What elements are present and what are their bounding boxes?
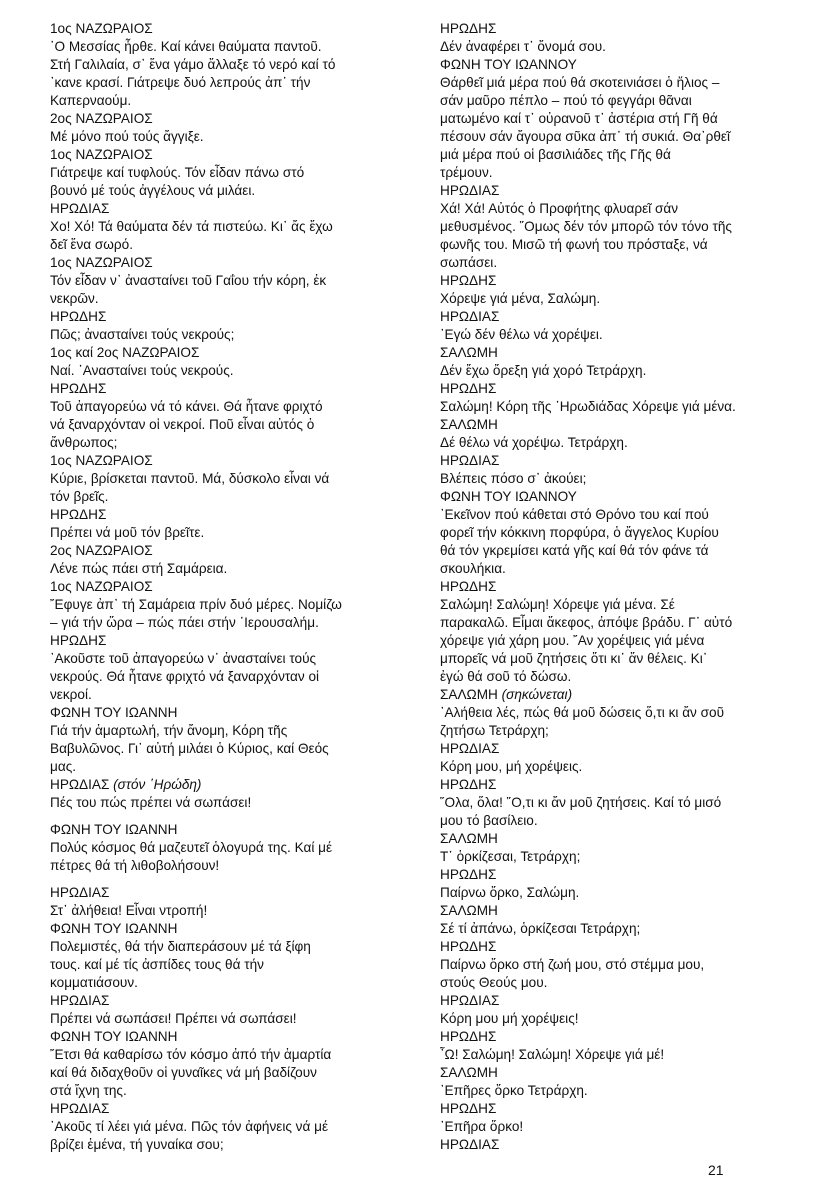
dialogue-line: νά ξαναρχόνταν οἱ νεκροί. Ποῦ εἶναι αὐτός ὁ bbox=[50, 417, 315, 432]
dialogue-line: Πρέπει νά σωπάσει! Πρέπει νά σωπάσει! bbox=[50, 1011, 297, 1026]
speaker-name bbox=[50, 542, 410, 560]
dialogue-block bbox=[440, 344, 800, 380]
dialogue-line: βουνό μέ τούς ἀγγέλους νά μιλάει. bbox=[50, 183, 256, 198]
speaker-label: 1ος ΝΑΖΩΡΑΙΟΣ bbox=[50, 453, 153, 468]
dialogue-line: κομματιάσουν. bbox=[50, 975, 138, 990]
speaker-name bbox=[440, 578, 800, 596]
dialogue-block bbox=[440, 866, 800, 902]
dialogue-line: Καπερναούμ. bbox=[50, 93, 132, 108]
dialogue-line: σωπάσει. bbox=[440, 255, 498, 270]
dialogue-line: ματωμένο καί τ᾽ οὐρανοῦ τ᾽ ἀστέρια στή Γῆ θά bbox=[440, 111, 718, 126]
dialogue-line: Λένε πώς πάει στή Σαμάρεια. bbox=[50, 561, 228, 576]
speaker-name bbox=[50, 200, 410, 218]
speaker-label: ΗΡΩΔΗΣ bbox=[50, 381, 107, 396]
dialogue-line: φορεῖ τήν κόκκινη πορφύρα, ὁ ἄγγελος Κυρίου bbox=[440, 525, 719, 540]
dialogue-line: Σαλώμη! Κόρη τῆς ᾽Ηρωδιάδας Χόρεψε γιά μένα. bbox=[440, 399, 736, 414]
dialogue-block bbox=[440, 992, 800, 1028]
dialogue-block bbox=[440, 182, 800, 272]
dialogue-line: μας. bbox=[50, 759, 77, 774]
speaker-label: ΗΡΩΔΙΑΣ bbox=[440, 993, 500, 1008]
dialogue-line: στούς Θεούς μου. bbox=[440, 975, 548, 990]
dialogue-block bbox=[440, 1064, 800, 1100]
speaker-name bbox=[440, 1100, 800, 1118]
speaker-name bbox=[50, 578, 410, 596]
speaker-label: ΦΩΝΗ ΤΟΥ ΙΩΑΝΝΗ bbox=[50, 1029, 178, 1044]
speaker-label: ΗΡΩΔΙΑΣ bbox=[50, 777, 110, 792]
speaker-name bbox=[440, 830, 800, 848]
dialogue-line: μεθυσμένος. ῞Ομως δέν τόν μπορῶ τόν τόνο τῆς bbox=[440, 219, 732, 234]
dialogue-block bbox=[50, 578, 410, 632]
speaker-label: ΣΑΛΩΜΗ bbox=[440, 831, 498, 846]
dialogue-line: καί θά διδαχθοῦν οἱ γυναῖκες νά μή βαδίζουν bbox=[50, 1065, 317, 1080]
speaker-label: ΦΩΝΗ ΤΟΥ ΙΩΑΝΝΟΥ bbox=[440, 57, 577, 72]
dialogue-block bbox=[50, 308, 410, 344]
dialogue-block bbox=[440, 776, 800, 830]
speaker-name bbox=[50, 992, 410, 1010]
speaker-label: 1ος ΝΑΖΩΡΑΙΟΣ bbox=[50, 147, 153, 162]
right-column bbox=[440, 20, 800, 1154]
dialogue-line: Κόρη μου μή χορέψεις! bbox=[440, 1011, 579, 1026]
dialogue-block bbox=[440, 902, 800, 938]
speaker-label: ΗΡΩΔΗΣ bbox=[440, 777, 497, 792]
dialogue-block bbox=[50, 20, 410, 110]
dialogue-block bbox=[50, 200, 410, 254]
dialogue-line: Πές του πώς πρέπει νά σωπάσει! bbox=[50, 795, 252, 810]
speaker-name bbox=[50, 821, 410, 839]
dialogue-line: ᾽Ακοῦς τί λέει γιά μένα. Πῶς τόν ἀφήνεις νά μέ bbox=[50, 1119, 329, 1134]
dialogue-line: Μέ μόνο πού τούς ἄγγιξε. bbox=[50, 129, 204, 144]
speaker-name bbox=[50, 632, 410, 650]
dialogue-block bbox=[440, 578, 800, 686]
dialogue-line: Κύριε, βρίσκεται παντοῦ. Μά, δύσκολο εἶναι νά bbox=[50, 471, 330, 486]
speaker-name bbox=[50, 380, 410, 398]
dialogue-line: ῾Ο Μεσσίας ἦρθε. Καί κάνει θαύματα παντοῦ. bbox=[50, 39, 322, 54]
speaker-name bbox=[50, 920, 410, 938]
dialogue-line: ῎Ετσι θά καθαρίσω τόν κόσμο ἀπό τήν ἁμαρτία bbox=[50, 1047, 332, 1062]
dialogue-line: Σέ τί ἀπάνω, ὁρκίζεσαι Τετράρχη; bbox=[440, 921, 641, 936]
speaker-label: 1ος ΝΑΖΩΡΑΙΟΣ bbox=[50, 21, 153, 36]
dialogue-line: Χόρεψε γιά μένα, Σαλώμη. bbox=[440, 291, 601, 306]
dialogue-line: Τόν εἶδαν ν᾽ ἀνασταίνει τοῦ Γαΐου τήν κόρη, ἐκ bbox=[50, 273, 327, 288]
dialogue-line: ῎Εφυγε ἀπ᾽ τή Σαμάρεια πρίν δυό μέρες. Νομίζω bbox=[50, 597, 342, 612]
speaker-label: ΗΡΩΔΗΣ bbox=[440, 381, 497, 396]
dialogue-line: τους. καί μέ τίς ἀσπίδες τους θά τήν bbox=[50, 957, 264, 972]
dialogue-line: νεκρούς. Θά ἦτανε φριχτό νά ξαναρχόνταν οἱ bbox=[50, 669, 320, 684]
dialogue-line: ῏Ω! Σαλώμη! Σαλώμη! Χόρεψε γιά μέ! bbox=[440, 1047, 665, 1062]
speaker-label: ΦΩΝΗ ΤΟΥ ΙΩΑΝΝΗ bbox=[50, 705, 178, 720]
speaker-name bbox=[440, 776, 800, 794]
dialogue-line: ᾽κανε κρασί. Γιάτρεψε δυό λεπρούς ἀπ᾽ τήν bbox=[50, 75, 311, 90]
speaker-name bbox=[50, 308, 410, 326]
dialogue-block bbox=[50, 632, 410, 704]
dialogue-line: Πολύς κόσμος θά μαζευτεῖ ὁλογυρά της. Καί μέ bbox=[50, 840, 333, 855]
speaker-name bbox=[440, 1136, 800, 1154]
dialogue-block bbox=[50, 110, 410, 146]
dialogue-line: ᾽Εγώ δέν θέλω νά χορέψει. bbox=[440, 327, 603, 342]
dialogue-block bbox=[50, 821, 410, 875]
dialogue-line: ᾽Επῆρες ὅρκο Τετράρχη. bbox=[440, 1083, 588, 1098]
dialogue-line: φωνῆς του. Μισῶ τή φωνή του πρόσταξε, νά bbox=[440, 237, 708, 252]
dialogue-block bbox=[50, 380, 410, 452]
speaker-name bbox=[50, 452, 410, 470]
dialogue-line: Τοῦ ἀπαγορεύω νά τό κάνει. Θά ἦτανε φριχτό bbox=[50, 399, 323, 414]
dialogue-block bbox=[440, 1100, 800, 1136]
speaker-label: ΦΩΝΗ ΤΟΥ ΙΩΑΝΝΗ bbox=[50, 921, 178, 936]
speaker-label: ΗΡΩΔΗΣ bbox=[440, 939, 497, 954]
speaker-name bbox=[50, 506, 410, 524]
left-column bbox=[50, 20, 410, 1154]
speaker-label: 1ος ΝΑΖΩΡΑΙΟΣ bbox=[50, 579, 153, 594]
dialogue-block bbox=[440, 272, 800, 308]
dialogue-line: Στή Γαλιλαία, σ᾽ ἕνα γάμο ἄλλαξε τό νερό καί τό bbox=[50, 57, 336, 72]
dialogue-block bbox=[50, 452, 410, 506]
speaker-label: ΗΡΩΔΗΣ bbox=[440, 579, 497, 594]
dialogue-line: Στ᾽ ἀλήθεια! Εἶναι ντροπή! bbox=[50, 903, 208, 918]
dialogue-block bbox=[440, 308, 800, 344]
dialogue-block bbox=[440, 488, 800, 578]
speaker-name bbox=[440, 866, 800, 884]
speaker-label: ΣΑΛΩΜΗ bbox=[440, 903, 498, 918]
dialogue-line: Σαλώμη! Σαλώμη! Χόρεψε γιά μένα. Σέ bbox=[440, 597, 675, 612]
dialogue-block bbox=[50, 776, 410, 812]
speaker-label: ΗΡΩΔΙΑΣ bbox=[50, 1101, 110, 1116]
page-number: 21 bbox=[708, 1162, 724, 1178]
dialogue-line: Παίρνω ὅρκο, Σαλώμη. bbox=[440, 885, 580, 900]
dialogue-line: παρακαλῶ. Εἶμαι ἄκεφος, ἀπόψε βράδυ. Γ᾽ αὐτό bbox=[440, 615, 733, 630]
dialogue-line: ἐγώ θά σοῦ τό δώσω. bbox=[440, 669, 572, 684]
speaker-name bbox=[50, 20, 410, 38]
stage-direction: (σηκώνεται) bbox=[501, 687, 573, 702]
speaker-label: 1ος καί 2ος ΝΑΖΩΡΑΙΟΣ bbox=[50, 345, 200, 360]
speaker-label: ΦΩΝΗ ΤΟΥ ΙΩΑΝΝΟΥ bbox=[440, 489, 577, 504]
speaker-name bbox=[440, 1028, 800, 1046]
dialogue-line: ζητήσω Τετράρχη; bbox=[440, 723, 549, 738]
speaker-name bbox=[440, 1064, 800, 1082]
dialogue-block bbox=[440, 1028, 800, 1064]
speaker-name bbox=[50, 254, 410, 272]
speaker-label: ΗΡΩΔΗΣ bbox=[50, 633, 107, 648]
speaker-name bbox=[440, 488, 800, 506]
dialogue-line: πέσουν σάν ἄγουρα σῦκα ἀπ᾽ τή συκιά. Θα᾽ρθεῖ bbox=[440, 129, 730, 144]
speaker-label: ΗΡΩΔΙΑΣ bbox=[50, 201, 110, 216]
dialogue-line: Πολεμιστές, θά τήν διαπεράσουν μέ τά ξίφη bbox=[50, 939, 311, 954]
speaker-name bbox=[50, 1028, 410, 1046]
speaker-label: ΗΡΩΔΗΣ bbox=[440, 1029, 497, 1044]
dialogue-line: Δέν ἔχω ὄρεξη γιά χορό Τετράρχη. bbox=[440, 363, 647, 378]
speaker-name bbox=[50, 884, 410, 902]
dialogue-line: σάν μαῦρο πέπλο – πού τό φεγγάρι θᾶναι bbox=[440, 93, 692, 108]
speaker-label: ΗΡΩΔΗΣ bbox=[440, 1101, 497, 1116]
speaker-name bbox=[50, 1100, 410, 1118]
dialogue-line: Γιάτρεψε καί τυφλούς. Τόν εἶδαν πάνω στό bbox=[50, 165, 305, 180]
dialogue-line: Βαβυλῶνος. Γι᾽ αὐτή μιλάει ὁ Κύριος, καί Θεός bbox=[50, 741, 329, 756]
dialogue-block bbox=[440, 740, 800, 776]
dialogue-line: ᾽Ακοῦστε τοῦ ἀπαγορεύω ν᾽ ἀνασταίνει τούς bbox=[50, 651, 317, 666]
dialogue-block bbox=[50, 344, 410, 380]
speaker-name bbox=[50, 344, 410, 362]
dialogue-line: μιά μέρα πού οἱ βασιλιάδες τῆς Γῆς θά bbox=[440, 147, 671, 162]
dialogue-block bbox=[440, 20, 800, 56]
speaker-name bbox=[440, 20, 800, 38]
dialogue-block bbox=[50, 1028, 410, 1100]
dialogue-block bbox=[50, 506, 410, 542]
dialogue-block bbox=[50, 1100, 410, 1154]
dialogue-line: ᾽Εκεῖνον πού κάθεται στό Θρόνο του καί πού bbox=[440, 507, 709, 522]
dialogue-block bbox=[440, 938, 800, 992]
speaker-name bbox=[440, 182, 800, 200]
speaker-name bbox=[440, 308, 800, 326]
dialogue-block bbox=[440, 416, 800, 452]
stage-direction: (στόν ῾Ηρώδη) bbox=[113, 777, 202, 792]
speaker-name bbox=[440, 686, 800, 704]
dialogue-line: ᾽Επῆρα ὅρκο! bbox=[440, 1119, 524, 1134]
dialogue-block bbox=[50, 992, 410, 1028]
speaker-label: ΗΡΩΔΙΑΣ bbox=[440, 453, 500, 468]
speaker-name bbox=[440, 416, 800, 434]
speaker-label: ΣΑΛΩΜΗ bbox=[440, 687, 498, 702]
dialogue-line: τρέμουν. bbox=[440, 165, 493, 180]
dialogue-line: βρίζει ἐμένα, τή γυναίκα σου; bbox=[50, 1137, 224, 1152]
speaker-label: ΣΑΛΩΜΗ bbox=[440, 345, 498, 360]
speaker-label: ΣΑΛΩΜΗ bbox=[440, 417, 498, 432]
dialogue-line: Γιά τήν ἁμαρτωλή, τήν ἄνομη, Κόρη τῆς bbox=[50, 723, 288, 738]
dialogue-line: πέτρες θά τή λιθοβολήσουν! bbox=[50, 858, 220, 873]
dialogue-line: Τ᾽ ὁρκίζεσαι, Τετράρχη; bbox=[440, 849, 581, 864]
speaker-name bbox=[50, 146, 410, 164]
dialogue-block bbox=[440, 380, 800, 416]
dialogue-block bbox=[440, 1136, 800, 1154]
dialogue-block bbox=[50, 542, 410, 578]
speaker-label: ΗΡΩΔΗΣ bbox=[440, 867, 497, 882]
dialogue-line: ῞Ολα, ὅλα! ῞Ο,τι κι ἄν μοῦ ζητήσεις. Καί τό μισό bbox=[440, 795, 722, 810]
dialogue-line: μου τό βασίλειο. bbox=[440, 813, 538, 828]
dialogue-line: Δέ θέλω νά χορέψω. Τετράρχη. bbox=[440, 435, 628, 450]
dialogue-line: Χά! Χά! Αὐτός ὁ Προφήτης φλυαρεῖ σάν bbox=[440, 201, 679, 216]
speaker-label: ΗΡΩΔΙΑΣ bbox=[440, 1137, 500, 1152]
dialogue-block bbox=[50, 254, 410, 308]
dialogue-line: Θάρθεῖ μιά μέρα πού θά σκοτεινιάσει ὁ ἥλιος – bbox=[440, 75, 720, 90]
dialogue-line: – γιά τήν ὥρα – πώς πάει στήν ᾽Ιερουσαλήμ. bbox=[50, 615, 319, 630]
dialogue-line: στά ἴχνη της. bbox=[50, 1083, 127, 1098]
dialogue-block bbox=[50, 920, 410, 992]
dialogue-line: χόρεψε γιά χάρη μου. ῎Αν χορέψεις γιά μένα bbox=[440, 633, 705, 648]
speaker-label: 2ος ΝΑΖΩΡΑΙΟΣ bbox=[50, 111, 153, 126]
dialogue-line: δεῖ ἕνα σωρό. bbox=[50, 237, 133, 252]
dialogue-block bbox=[440, 56, 800, 182]
speaker-label: ΣΑΛΩΜΗ bbox=[440, 1065, 498, 1080]
speaker-name bbox=[440, 272, 800, 290]
dialogue-block bbox=[50, 146, 410, 200]
dialogue-line: μπορεῖς νά μοῦ ζητήσεις ὅτι κι᾽ ἄν θέλεις. Κι᾽ bbox=[440, 651, 708, 666]
speaker-label: ΗΡΩΔΙΑΣ bbox=[440, 741, 500, 756]
speaker-label: ΗΡΩΔΙΑΣ bbox=[50, 993, 110, 1008]
speaker-name bbox=[50, 704, 410, 722]
speaker-label: ΗΡΩΔΗΣ bbox=[50, 507, 107, 522]
speaker-name bbox=[440, 938, 800, 956]
dialogue-block bbox=[440, 452, 800, 488]
speaker-name bbox=[440, 380, 800, 398]
dialogue-line: Δέν ἀναφέρει τ᾽ ὄνομά σου. bbox=[440, 39, 606, 54]
dialogue-line: Πρέπει νά μοῦ τόν βρεῖτε. bbox=[50, 525, 205, 540]
dialogue-block bbox=[440, 830, 800, 866]
speaker-name bbox=[440, 344, 800, 362]
speaker-name bbox=[440, 902, 800, 920]
speaker-name bbox=[50, 110, 410, 128]
dialogue-block bbox=[440, 686, 800, 740]
dialogue-line: νεκροί. bbox=[50, 687, 92, 702]
dialogue-line: Ναί. ᾽Ανασταίνει τούς νεκρούς. bbox=[50, 363, 234, 378]
speaker-label: ΗΡΩΔΙΑΣ bbox=[440, 183, 500, 198]
speaker-label: ΗΡΩΔΙΑΣ bbox=[440, 309, 500, 324]
dialogue-line: τόν βρεῖς. bbox=[50, 489, 109, 504]
speaker-label: ΦΩΝΗ ΤΟΥ ΙΩΑΝΝΗ bbox=[50, 822, 178, 837]
speaker-name bbox=[440, 992, 800, 1010]
speaker-label: 1ος ΝΑΖΩΡΑΙΟΣ bbox=[50, 255, 153, 270]
speaker-name bbox=[440, 56, 800, 74]
dialogue-block bbox=[50, 884, 410, 920]
dialogue-line: Κόρη μου, μή χορέψεις. bbox=[440, 759, 583, 774]
dialogue-block bbox=[50, 704, 410, 776]
speaker-name bbox=[440, 452, 800, 470]
dialogue-line: ἄνθρωπος; bbox=[50, 435, 118, 450]
dialogue-line: Παίρνω ὅρκο στή ζωή μου, στό στέμμα μου, bbox=[440, 957, 705, 972]
dialogue-line: νεκρῶν. bbox=[50, 291, 99, 306]
speaker-label: ΗΡΩΔΗΣ bbox=[440, 273, 497, 288]
speaker-label: 2ος ΝΑΖΩΡΑΙΟΣ bbox=[50, 543, 153, 558]
speaker-label: ΗΡΩΔΙΑΣ bbox=[50, 885, 110, 900]
speaker-name bbox=[50, 776, 410, 794]
dialogue-line: θά τόν γκρεμίσει κατά γῆς καί θά τόν φάνε τά bbox=[440, 543, 709, 558]
speaker-label: ΗΡΩΔΗΣ bbox=[440, 21, 497, 36]
dialogue-line: Πῶς; ἀνασταίνει τούς νεκρούς; bbox=[50, 327, 235, 342]
dialogue-line: σκουλήκια. bbox=[440, 561, 506, 576]
dialogue-line: Χο! Χό! Τά θαύματα δέν τά πιστεύω. Κι᾽ ἄς ἔχω bbox=[50, 219, 333, 234]
speaker-name bbox=[440, 740, 800, 758]
dialogue-line: ᾽Αλήθεια λές, πώς θά μοῦ δώσεις ὅ,τι κι ἄν σοῦ bbox=[440, 705, 725, 720]
speaker-label: ΗΡΩΔΗΣ bbox=[50, 309, 107, 324]
dialogue-line: Βλέπεις πόσο σ᾽ ἀκούει; bbox=[440, 471, 587, 486]
